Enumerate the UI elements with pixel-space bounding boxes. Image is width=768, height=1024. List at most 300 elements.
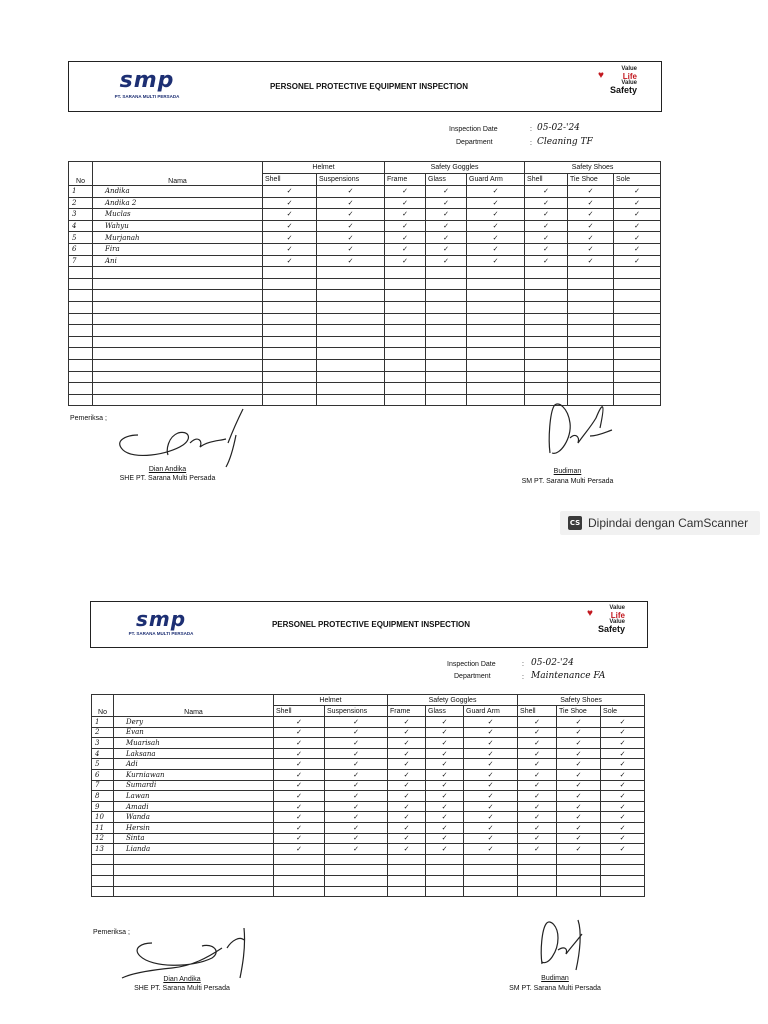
check-helmet-shell [274, 854, 325, 865]
check-shoes-shell: ✓ [518, 748, 557, 759]
check-goggles-glass: ✓ [426, 780, 464, 791]
row-name [93, 290, 263, 302]
check-goggles-frame [385, 359, 426, 371]
check-shoes-shell: ✓ [518, 844, 557, 855]
col-shoes-shell: Shell [525, 174, 568, 186]
table-row [69, 278, 661, 290]
slogan-safety: Safety [609, 85, 637, 95]
check-shoes-sole: ✓ [601, 833, 645, 844]
slogan-life: Life [610, 611, 625, 620]
row-name [93, 325, 263, 337]
department-value: Cleaning TF [537, 137, 593, 147]
check-goggles-glass: ✓ [426, 791, 464, 802]
check-shoes-shell: ✓ [518, 801, 557, 812]
row-name: Andika [93, 186, 263, 198]
check-shoes-shell: ✓ [525, 232, 568, 244]
company-logo [107, 70, 187, 99]
row-number [69, 325, 93, 337]
check-shoes-shell: ✓ [518, 727, 557, 738]
check-goggles-glass [426, 301, 467, 313]
check-helmet-suspensions [317, 336, 385, 348]
check-goggles-glass [426, 886, 464, 897]
check-shoes-tie-shoe: ✓ [568, 255, 614, 267]
table-row [69, 301, 661, 313]
check-goggles-guard-arm: ✓ [464, 738, 518, 749]
department-colon: : [522, 674, 524, 681]
check-shoes-tie-shoe [568, 313, 614, 325]
check-shoes-shell: ✓ [525, 243, 568, 255]
check-shoes-sole [614, 301, 661, 313]
check-goggles-guard-arm [467, 301, 525, 313]
check-helmet-shell: ✓ [274, 822, 325, 833]
check-goggles-glass: ✓ [426, 748, 464, 759]
check-helmet-shell: ✓ [274, 844, 325, 855]
check-helmet-shell [274, 865, 325, 876]
check-goggles-frame: ✓ [388, 822, 426, 833]
table-row [92, 854, 645, 865]
check-goggles-frame [388, 865, 426, 876]
check-goggles-glass [426, 854, 464, 865]
row-number [92, 854, 114, 865]
check-goggles-guard-arm [464, 865, 518, 876]
group-safety-shoes: Safety Shoes [518, 695, 645, 706]
check-shoes-shell: ✓ [525, 197, 568, 209]
check-shoes-tie-shoe: ✓ [557, 738, 601, 749]
col-nama: Nama [93, 162, 263, 186]
check-shoes-sole: ✓ [614, 255, 661, 267]
row-name: Kurniawan [114, 769, 274, 780]
check-goggles-guard-arm [467, 383, 525, 395]
table-row [92, 801, 645, 812]
check-helmet-suspensions: ✓ [317, 220, 385, 232]
row-number [92, 875, 114, 886]
check-helmet-suspensions: ✓ [317, 232, 385, 244]
check-helmet-suspensions: ✓ [325, 727, 388, 738]
check-helmet-shell: ✓ [263, 209, 317, 221]
row-name [114, 865, 274, 876]
col-helmet-shell: Shell [274, 706, 325, 717]
table-row [69, 325, 661, 337]
check-goggles-guard-arm: ✓ [467, 243, 525, 255]
check-goggles-guard-arm: ✓ [464, 780, 518, 791]
check-shoes-shell [518, 886, 557, 897]
check-shoes-tie-shoe: ✓ [568, 209, 614, 221]
check-shoes-sole [614, 325, 661, 337]
check-shoes-tie-shoe: ✓ [557, 748, 601, 759]
row-name: Muarisah [114, 738, 274, 749]
group-safety-goggles: Safety Goggles [385, 162, 525, 174]
row-name: Sinta [114, 833, 274, 844]
check-shoes-shell: ✓ [518, 822, 557, 833]
check-helmet-suspensions [317, 290, 385, 302]
row-name: Sumardi [114, 780, 274, 791]
check-shoes-tie-shoe [568, 383, 614, 395]
check-shoes-shell [525, 301, 568, 313]
check-goggles-guard-arm [467, 278, 525, 290]
check-goggles-frame: ✓ [385, 232, 426, 244]
check-goggles-guard-arm: ✓ [464, 833, 518, 844]
row-number: 10 [92, 812, 114, 823]
right-signatory-title: SM PT. Sarana Multi Persada [521, 478, 614, 485]
check-shoes-sole [601, 854, 645, 865]
check-shoes-sole: ✓ [614, 243, 661, 255]
check-helmet-suspensions: ✓ [317, 197, 385, 209]
check-goggles-frame [385, 301, 426, 313]
check-helmet-suspensions: ✓ [325, 844, 388, 855]
check-goggles-guard-arm [467, 359, 525, 371]
check-goggles-glass [426, 383, 467, 395]
check-helmet-shell: ✓ [274, 769, 325, 780]
row-number: 7 [92, 780, 114, 791]
check-shoes-tie-shoe [568, 278, 614, 290]
check-helmet-shell: ✓ [263, 255, 317, 267]
check-shoes-shell: ✓ [518, 769, 557, 780]
check-goggles-glass [426, 348, 467, 360]
check-goggles-frame [385, 267, 426, 279]
check-helmet-suspensions [317, 383, 385, 395]
check-shoes-shell [525, 336, 568, 348]
check-goggles-frame [388, 875, 426, 886]
check-helmet-shell [263, 267, 317, 279]
row-name: Ani [93, 255, 263, 267]
check-helmet-shell: ✓ [274, 801, 325, 812]
check-goggles-glass: ✓ [426, 717, 464, 728]
logo-text: smp [119, 68, 175, 93]
row-number [69, 359, 93, 371]
check-goggles-guard-arm: ✓ [464, 769, 518, 780]
check-helmet-suspensions: ✓ [325, 748, 388, 759]
check-goggles-frame: ✓ [385, 243, 426, 255]
check-shoes-shell: ✓ [525, 255, 568, 267]
check-shoes-tie-shoe: ✓ [557, 812, 601, 823]
row-name [93, 267, 263, 279]
row-number: 6 [69, 243, 93, 255]
check-shoes-shell [525, 325, 568, 337]
check-shoes-shell [525, 371, 568, 383]
check-goggles-frame: ✓ [388, 833, 426, 844]
department-label: Department [456, 139, 493, 146]
check-goggles-guard-arm [467, 348, 525, 360]
col-shoes-tie-shoe: Tie Shoe [568, 174, 614, 186]
check-goggles-guard-arm [464, 854, 518, 865]
check-shoes-sole: ✓ [601, 780, 645, 791]
table-row [69, 186, 661, 198]
check-goggles-glass [426, 865, 464, 876]
check-helmet-shell [263, 348, 317, 360]
row-name [114, 854, 274, 865]
check-goggles-frame [385, 383, 426, 395]
check-goggles-frame: ✓ [388, 738, 426, 749]
col-goggles-frame: Frame [388, 706, 426, 717]
table-body [69, 186, 661, 406]
inspection-date-label: Inspection Date [447, 661, 496, 668]
check-shoes-sole [601, 865, 645, 876]
check-shoes-shell [518, 854, 557, 865]
check-shoes-sole [614, 371, 661, 383]
check-goggles-guard-arm [464, 886, 518, 897]
table-row [69, 197, 661, 209]
row-number: 12 [92, 833, 114, 844]
check-goggles-guard-arm: ✓ [467, 186, 525, 198]
check-goggles-frame: ✓ [388, 791, 426, 802]
check-shoes-tie-shoe [568, 336, 614, 348]
check-goggles-frame: ✓ [385, 186, 426, 198]
slogan-value-1: Value [621, 66, 637, 72]
check-shoes-shell: ✓ [518, 812, 557, 823]
row-name: Lianda [114, 844, 274, 855]
check-shoes-tie-shoe: ✓ [557, 717, 601, 728]
check-goggles-glass: ✓ [426, 197, 467, 209]
table-row [69, 348, 661, 360]
check-shoes-tie-shoe [568, 290, 614, 302]
left-signatory [112, 976, 252, 992]
check-goggles-glass [426, 371, 467, 383]
table-row [69, 209, 661, 221]
check-helmet-shell [263, 371, 317, 383]
row-number [69, 267, 93, 279]
check-helmet-shell [263, 383, 317, 395]
check-shoes-tie-shoe [557, 865, 601, 876]
check-helmet-suspensions: ✓ [325, 822, 388, 833]
col-nama: Nama [114, 695, 274, 717]
check-helmet-suspensions: ✓ [325, 717, 388, 728]
check-goggles-glass: ✓ [426, 243, 467, 255]
check-goggles-guard-arm: ✓ [464, 727, 518, 738]
check-helmet-suspensions: ✓ [325, 738, 388, 749]
check-helmet-shell [274, 875, 325, 886]
table-row [69, 243, 661, 255]
row-name: Amadi [114, 801, 274, 812]
check-helmet-shell [263, 301, 317, 313]
check-helmet-suspensions [325, 865, 388, 876]
inspection-date-colon: : [530, 126, 532, 133]
row-number: 8 [92, 791, 114, 802]
check-goggles-guard-arm: ✓ [464, 791, 518, 802]
row-name [93, 278, 263, 290]
row-name [93, 359, 263, 371]
check-helmet-shell: ✓ [274, 759, 325, 770]
check-shoes-tie-shoe [568, 267, 614, 279]
row-name: Lawan [114, 791, 274, 802]
check-goggles-guard-arm: ✓ [464, 812, 518, 823]
check-goggles-guard-arm: ✓ [467, 209, 525, 221]
row-number: 11 [92, 822, 114, 833]
group-safety-goggles: Safety Goggles [388, 695, 518, 706]
slogan [597, 605, 625, 633]
right-signatory-title: SM PT. Sarana Multi Persada [509, 985, 601, 992]
col-helmet-shell: Shell [263, 174, 317, 186]
row-name: Fira [93, 243, 263, 255]
check-shoes-tie-shoe: ✓ [568, 186, 614, 198]
check-helmet-suspensions: ✓ [317, 243, 385, 255]
check-helmet-shell [263, 313, 317, 325]
signature-left [108, 405, 248, 470]
check-helmet-shell: ✓ [274, 748, 325, 759]
check-shoes-tie-shoe: ✓ [557, 727, 601, 738]
check-helmet-shell: ✓ [274, 812, 325, 823]
check-goggles-glass: ✓ [426, 812, 464, 823]
row-name [93, 336, 263, 348]
table-row [92, 727, 645, 738]
check-helmet-suspensions: ✓ [325, 812, 388, 823]
pemeriksa-label: Pemeriksa ; [93, 929, 130, 936]
check-goggles-frame [385, 290, 426, 302]
check-goggles-frame [385, 325, 426, 337]
logo-text: smp [135, 607, 187, 631]
check-goggles-glass [426, 290, 467, 302]
row-number: 4 [92, 748, 114, 759]
slogan [609, 66, 637, 94]
check-goggles-glass: ✓ [426, 759, 464, 770]
row-number: 2 [92, 727, 114, 738]
check-shoes-shell [525, 383, 568, 395]
row-number [69, 394, 93, 406]
table-row [92, 717, 645, 728]
logo-subtitle: PT. SARANA MULTI PERSADA [128, 631, 194, 636]
check-goggles-guard-arm [467, 325, 525, 337]
check-goggles-frame: ✓ [388, 748, 426, 759]
check-shoes-tie-shoe: ✓ [557, 844, 601, 855]
form-header [90, 601, 648, 648]
row-number: 7 [69, 255, 93, 267]
table-row [92, 738, 645, 749]
row-name: Wahyu [93, 220, 263, 232]
check-shoes-shell: ✓ [518, 833, 557, 844]
check-goggles-glass: ✓ [426, 209, 467, 221]
check-goggles-glass [426, 313, 467, 325]
check-helmet-suspensions [317, 359, 385, 371]
table-row [92, 886, 645, 897]
check-goggles-frame: ✓ [385, 255, 426, 267]
check-goggles-guard-arm: ✓ [464, 822, 518, 833]
check-shoes-sole: ✓ [601, 844, 645, 855]
row-number: 5 [92, 759, 114, 770]
heart-icon: ♥ [587, 608, 593, 619]
check-helmet-shell: ✓ [274, 833, 325, 844]
check-shoes-sole [614, 383, 661, 395]
check-goggles-glass: ✓ [426, 727, 464, 738]
check-shoes-sole: ✓ [601, 748, 645, 759]
check-shoes-sole [614, 278, 661, 290]
table-row [92, 780, 645, 791]
col-helmet-suspensions: Suspensions [325, 706, 388, 717]
row-number [92, 886, 114, 897]
check-goggles-glass: ✓ [426, 844, 464, 855]
col-shoes-sole: Sole [614, 174, 661, 186]
col-goggles-guard-arm: Guard Arm [467, 174, 525, 186]
row-name: Evan [114, 727, 274, 738]
left-signatory [95, 466, 240, 482]
check-shoes-tie-shoe: ✓ [557, 791, 601, 802]
check-goggles-frame: ✓ [385, 197, 426, 209]
check-shoes-shell [525, 348, 568, 360]
row-number: 4 [69, 220, 93, 232]
check-shoes-tie-shoe [568, 359, 614, 371]
check-helmet-shell [263, 336, 317, 348]
check-shoes-tie-shoe: ✓ [568, 197, 614, 209]
check-helmet-suspensions: ✓ [317, 209, 385, 221]
department-label: Department [454, 673, 491, 680]
department-colon: : [530, 140, 532, 147]
check-helmet-suspensions: ✓ [317, 186, 385, 198]
slogan-value-2: Value [621, 80, 637, 86]
row-number [69, 313, 93, 325]
check-goggles-glass [426, 359, 467, 371]
row-number: 9 [92, 801, 114, 812]
check-helmet-shell [274, 886, 325, 897]
slogan-life: Life [622, 72, 637, 81]
check-helmet-suspensions: ✓ [325, 769, 388, 780]
row-number [69, 278, 93, 290]
table-row [69, 383, 661, 395]
table-row [92, 833, 645, 844]
right-signatory [485, 975, 625, 992]
row-number [69, 383, 93, 395]
check-shoes-sole: ✓ [614, 209, 661, 221]
check-shoes-sole [614, 267, 661, 279]
check-helmet-shell [263, 394, 317, 406]
check-shoes-tie-shoe: ✓ [568, 232, 614, 244]
col-shoes-tie-shoe: Tie Shoe [557, 706, 601, 717]
check-goggles-guard-arm [464, 875, 518, 886]
check-goggles-frame: ✓ [388, 844, 426, 855]
check-shoes-sole: ✓ [601, 812, 645, 823]
check-shoes-tie-shoe: ✓ [557, 822, 601, 833]
row-number [69, 301, 93, 313]
check-goggles-guard-arm [467, 371, 525, 383]
group-helmet: Helmet [274, 695, 388, 706]
table-row [69, 255, 661, 267]
check-helmet-suspensions: ✓ [325, 780, 388, 791]
check-shoes-tie-shoe: ✓ [557, 780, 601, 791]
check-shoes-sole: ✓ [601, 727, 645, 738]
table-row [92, 875, 645, 886]
check-helmet-suspensions [317, 325, 385, 337]
check-goggles-guard-arm: ✓ [464, 801, 518, 812]
check-shoes-shell: ✓ [525, 209, 568, 221]
check-shoes-shell [525, 267, 568, 279]
group-helmet: Helmet [263, 162, 385, 174]
check-goggles-frame: ✓ [388, 759, 426, 770]
col-goggles-guard-arm: Guard Arm [464, 706, 518, 717]
row-name: Wanda [114, 812, 274, 823]
row-name [93, 371, 263, 383]
slogan-value-1: Value [609, 605, 625, 611]
check-shoes-shell: ✓ [518, 780, 557, 791]
row-name [93, 301, 263, 313]
check-helmet-suspensions [317, 394, 385, 406]
row-name: Andika 2 [93, 197, 263, 209]
check-goggles-frame [388, 854, 426, 865]
check-helmet-suspensions: ✓ [325, 833, 388, 844]
check-shoes-tie-shoe: ✓ [568, 220, 614, 232]
check-goggles-frame [385, 394, 426, 406]
check-goggles-frame: ✓ [388, 812, 426, 823]
check-goggles-glass: ✓ [426, 186, 467, 198]
check-shoes-sole: ✓ [601, 717, 645, 728]
left-signatory-name: Dian Andika [148, 466, 187, 473]
heart-icon: ♥ [598, 70, 604, 81]
slogan-safety: Safety [597, 624, 625, 634]
check-goggles-glass: ✓ [426, 255, 467, 267]
logo-subtitle: PT. SARANA MULTI PERSADA [114, 94, 180, 99]
check-shoes-tie-shoe [568, 348, 614, 360]
check-goggles-glass: ✓ [426, 769, 464, 780]
department-value: Maintenance FA [531, 671, 606, 681]
check-goggles-guard-arm: ✓ [464, 759, 518, 770]
check-goggles-glass [426, 394, 467, 406]
row-name: Dery [114, 717, 274, 728]
